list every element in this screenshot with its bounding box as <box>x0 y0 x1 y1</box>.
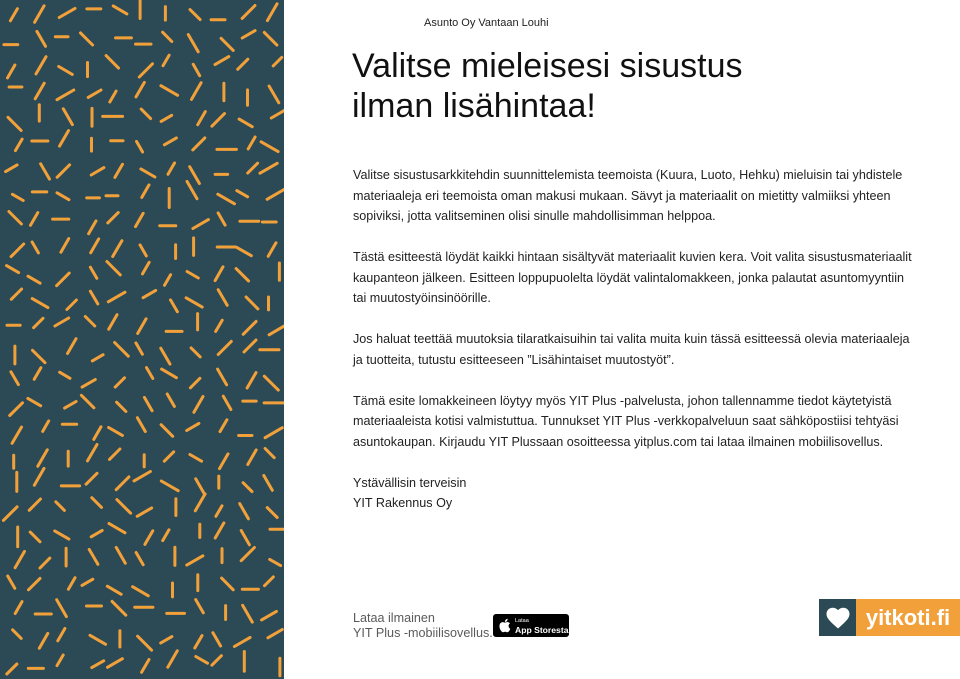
pattern-dash <box>270 559 281 565</box>
pattern-dash <box>164 452 173 461</box>
greeting: Ystävällisin terveisin <box>353 475 467 490</box>
pattern-dash <box>136 82 144 97</box>
pattern-dash <box>234 637 250 646</box>
signature: YIT Rakennus Oy <box>353 496 453 510</box>
pattern-dash <box>68 578 75 590</box>
pattern-dash <box>92 355 103 361</box>
pattern-dash <box>7 664 17 674</box>
pattern-dash <box>163 530 169 541</box>
pattern-dash <box>68 339 77 354</box>
pattern-dash <box>244 340 256 352</box>
pattern-dash <box>11 244 24 257</box>
pattern-dash <box>218 341 231 354</box>
pattern-dash <box>134 472 150 481</box>
pattern-dash <box>115 164 123 177</box>
pattern-dash <box>141 109 150 119</box>
paragraph-intro: Valitse sisustusarkkitehdin suunnittelemista teemoista (Kuura, Luoto, Hehku) mieluisin tai yhdistele materiaaleja eri teemoista oman makusi mukaan. Sävyt ja materiaalit on mietitty valmiiksi yhteen sopiviksi, jotta valitseminen olisi sinulle mahdollisimman helppoa. <box>353 168 903 223</box>
pattern-dash <box>138 319 146 334</box>
pattern-dash <box>215 523 224 538</box>
pattern-dash <box>147 368 153 379</box>
pattern-dash <box>138 636 152 650</box>
pattern-dash <box>82 380 95 388</box>
pattern-dash <box>237 247 252 255</box>
pattern-dash <box>168 651 178 667</box>
pattern-dash <box>193 138 205 150</box>
logo-wordmark: yitkoti.fi <box>865 604 951 630</box>
pattern-dash <box>41 164 50 179</box>
pattern-dash <box>113 6 127 14</box>
pattern-dash <box>262 611 277 620</box>
pattern-dash <box>91 239 99 253</box>
pattern-dash <box>265 449 274 458</box>
pattern-dash <box>216 506 222 517</box>
pattern-dash <box>35 6 45 23</box>
pattern-dash <box>268 630 282 638</box>
pattern-dash <box>265 577 274 586</box>
pattern-dash <box>28 398 41 405</box>
pattern-dash <box>56 502 65 511</box>
pattern-dash <box>143 262 150 274</box>
pattern-dash <box>12 194 23 200</box>
pattern-dash <box>136 213 144 226</box>
app-promo-text <box>353 611 493 641</box>
pattern-dash <box>143 290 156 297</box>
pattern-dash <box>9 212 22 225</box>
pattern-dash <box>264 476 273 491</box>
pattern-dash <box>243 605 253 622</box>
logo-wordmark-box <box>856 599 960 636</box>
pattern-dash <box>137 141 143 152</box>
pattern-dash <box>55 531 69 539</box>
pattern-dash <box>163 55 169 65</box>
pattern-dash <box>212 114 225 127</box>
pattern-dash <box>139 64 152 77</box>
pattern-dash <box>58 629 65 641</box>
pattern-dash <box>38 450 48 467</box>
pattern-dash <box>88 90 101 97</box>
pattern-dash <box>29 499 40 510</box>
pattern-dash <box>15 139 22 151</box>
pattern-dash <box>195 636 202 648</box>
pattern-dash <box>31 213 38 226</box>
pattern-dash <box>242 31 255 38</box>
pattern-dash <box>60 372 70 378</box>
pattern-dash <box>161 115 172 121</box>
pattern-dash <box>267 508 277 518</box>
pattern-dash <box>265 428 282 438</box>
pattern-dash <box>248 450 256 465</box>
apple-icon <box>498 618 511 633</box>
pattern-dash <box>218 194 235 204</box>
pattern-dash <box>35 83 44 99</box>
pattern-dash <box>11 372 19 385</box>
badge-small-text: Lataa <box>515 617 529 624</box>
paragraph-yit-plus: Tämä esite lomakkeineen löytyy myös YIT Plus -palvelusta, johon tallennamme tiedot käytetyistä materiaaleista kotisi valmistuttua. Tunnukset YIT Plus -verkkopalveluun saat sähköpostiisi tehtyäsi asuntokaupan. Kirjaudu YIT Plussaan osoitteessa yitplus.com tai lataa ilmainen mobiilisovellus. <box>353 393 899 449</box>
app-store-badge-text <box>515 617 568 635</box>
pattern-dash <box>117 500 131 514</box>
pattern-dash <box>116 547 125 563</box>
pattern-dash <box>115 343 129 357</box>
pattern-dash <box>94 427 101 440</box>
pattern-dash <box>81 33 93 45</box>
pattern-dash <box>59 67 73 75</box>
pattern-dash <box>195 494 205 511</box>
pattern-dash <box>91 530 102 536</box>
pattern-dash <box>33 350 46 362</box>
pattern-dash <box>190 455 202 462</box>
pattern-dash <box>92 661 104 668</box>
pattern-dash <box>88 445 98 461</box>
pattern-dash <box>8 117 21 130</box>
pattern-dash <box>213 633 221 646</box>
pattern-dash <box>164 138 176 145</box>
pattern-dash <box>136 343 143 354</box>
pattern-dash <box>242 6 255 19</box>
pattern-dash <box>106 56 118 69</box>
pattern-dash <box>91 168 104 175</box>
pattern-dash <box>239 119 252 127</box>
pattern-dash <box>107 586 121 594</box>
pattern-dash <box>142 660 149 673</box>
pattern-dash <box>190 167 200 184</box>
pattern-dash <box>241 531 249 545</box>
pattern-dash <box>109 428 123 436</box>
pattern-dash <box>3 507 17 521</box>
pattern-dash <box>191 348 200 357</box>
pattern-dash <box>187 272 198 279</box>
pattern-dash <box>216 320 223 331</box>
pattern-dash <box>57 165 70 178</box>
pattern-dash <box>61 239 69 253</box>
pattern-dash <box>90 267 96 278</box>
pattern-dash <box>110 91 116 102</box>
pattern-dash <box>198 112 206 125</box>
pattern-dash <box>193 220 209 229</box>
pattern-dash <box>215 57 229 65</box>
pattern-dash <box>196 657 208 664</box>
pattern-dash <box>40 558 50 568</box>
pattern-dash <box>161 348 170 364</box>
pattern-dash <box>212 656 222 666</box>
pattern-dash <box>36 57 46 74</box>
pattern-dash <box>218 213 225 225</box>
pattern-dash <box>144 397 152 410</box>
pattern-dash <box>220 454 229 469</box>
pattern-dash <box>81 395 94 408</box>
pattern-dash <box>248 137 255 149</box>
pattern-dash <box>92 498 102 508</box>
pattern-dash <box>11 289 21 299</box>
pattern-dash <box>86 473 97 484</box>
pattern-dash <box>8 576 15 588</box>
pattern-dash <box>32 242 38 253</box>
paragraph-changes: Jos haluat teettää muutoksia tilaratkaisuihin tai valita muita kuin tässä esitteessä olevia materiaaleja ja tuotteita, tutustu esitteeseen ”Lisähintaiset muutostyöt”. <box>353 332 910 367</box>
pattern-dash <box>89 221 96 234</box>
pattern-dash <box>12 427 21 443</box>
pattern-dash <box>237 191 248 197</box>
pattern-dash <box>90 291 97 304</box>
pattern-dash <box>109 315 117 330</box>
pattern-dash <box>261 142 278 152</box>
pattern-dash <box>90 635 106 644</box>
pattern-dash <box>247 373 256 388</box>
pattern-dash <box>140 245 146 256</box>
pattern-dash <box>218 369 227 385</box>
pattern-dash <box>187 556 203 565</box>
pattern-dash <box>85 317 95 327</box>
pattern-dash <box>34 318 43 327</box>
pattern-dash <box>57 90 74 100</box>
pattern-dash <box>220 420 227 432</box>
pattern-dash <box>196 479 205 495</box>
pattern-dash <box>113 241 122 257</box>
pattern-dash <box>243 321 256 334</box>
pattern-dash <box>267 4 277 21</box>
pattern-dash <box>57 600 67 617</box>
pattern-dash <box>34 368 41 380</box>
pattern-dash <box>112 601 126 615</box>
pattern-dash <box>10 9 17 21</box>
pattern-dash <box>57 655 63 666</box>
pattern-dash <box>273 57 282 66</box>
pattern-dash <box>187 181 197 198</box>
pattern-dash <box>215 267 223 281</box>
pattern-dash <box>8 65 15 78</box>
pattern-dash <box>109 524 125 533</box>
pattern-dash <box>267 190 284 200</box>
pattern-dash <box>137 418 145 432</box>
pattern-dash <box>133 587 149 596</box>
dash-pattern <box>0 0 284 679</box>
pattern-dash <box>167 394 174 406</box>
pattern-dash <box>65 402 77 409</box>
pattern-dash <box>43 421 49 432</box>
page-title <box>352 46 912 126</box>
pattern-dash <box>186 298 202 307</box>
pattern-dash <box>162 369 177 378</box>
pattern-dash <box>7 266 19 273</box>
signoff <box>353 473 913 514</box>
pattern-dash <box>194 397 203 413</box>
pattern-dash <box>37 31 46 46</box>
pattern-dash <box>6 165 18 172</box>
pattern-dash <box>145 531 153 545</box>
pattern-dash <box>260 163 277 173</box>
pattern-dash <box>268 243 276 256</box>
pattern-dash <box>161 425 173 437</box>
pattern-dash <box>39 633 48 648</box>
pattern-dash <box>196 600 204 613</box>
pattern-dash <box>246 297 258 309</box>
pattern-dash <box>32 299 48 308</box>
pattern-dash <box>271 110 284 118</box>
pattern-dash <box>60 131 69 147</box>
pattern-dash <box>108 659 123 668</box>
promo-line-2: YIT Plus -mobiilisovellus. <box>353 626 493 640</box>
pattern-dash <box>165 275 171 286</box>
pattern-dash <box>190 378 200 388</box>
pattern-dash <box>221 38 233 50</box>
app-store-badge[interactable] <box>493 614 569 637</box>
badge-big-text: App Storesta <box>515 624 569 635</box>
pattern-dash <box>168 163 175 174</box>
pattern-dash <box>30 532 40 542</box>
pattern-dash <box>190 10 200 20</box>
paragraph-materials: Tästä esitteestä löydät kaikki hintaan sisältyvät materiaalit kuvien kera. Voit valita sisustusmateriaalit kaupanteon jälkeen. Esitteen loppupuolelta löydät valintalomakkeen, jonka palautat asuntomyyntiin tai muutostyöinsinöörille. <box>353 250 912 305</box>
heart-box <box>819 599 856 636</box>
pattern-dash <box>192 83 202 100</box>
pattern-dash <box>161 481 178 491</box>
decorative-pattern-panel <box>0 0 284 679</box>
pattern-dash <box>238 59 248 69</box>
pattern-dash <box>136 553 143 565</box>
pattern-dash <box>116 477 129 490</box>
title-line-1: Valitse mieleisesi sisustus <box>352 47 743 85</box>
pattern-dash <box>142 185 149 198</box>
pattern-dash <box>171 300 178 312</box>
pattern-dash <box>10 403 23 416</box>
pattern-dash <box>161 637 172 643</box>
pattern-dash <box>264 376 278 390</box>
pattern-dash <box>117 402 126 411</box>
pattern-dash <box>141 169 155 177</box>
pattern-dash <box>110 449 120 459</box>
pattern-dash <box>161 86 178 96</box>
pattern-dash <box>108 292 125 302</box>
pattern-dash <box>193 64 200 75</box>
title-line-2: ilman lisähintaa! <box>352 87 596 125</box>
pattern-dash <box>269 326 284 335</box>
pattern-dash <box>63 109 72 125</box>
pattern-dash <box>248 163 258 173</box>
pattern-dash <box>163 32 172 41</box>
company-name: Asunto Oy Vantaan Louhi <box>424 17 549 29</box>
pattern-dash <box>241 548 254 561</box>
pattern-dash <box>188 35 198 52</box>
yitkoti-logo[interactable] <box>819 599 960 636</box>
pattern-dash <box>108 213 118 223</box>
pattern-dash <box>223 396 231 409</box>
pattern-dash <box>28 276 40 283</box>
pattern-dash <box>57 273 70 286</box>
pattern-dash <box>67 300 77 310</box>
pattern-dash <box>222 578 234 590</box>
pattern-dash <box>115 378 124 387</box>
promo-line-1: Lataa ilmainen <box>353 611 435 625</box>
pattern-dash <box>107 262 120 275</box>
pattern-dash <box>269 86 279 103</box>
pattern-dash <box>243 483 252 492</box>
pattern-dash <box>82 579 93 585</box>
pattern-dash <box>240 504 249 519</box>
pattern-dash <box>187 423 199 430</box>
pattern-dash <box>57 193 69 200</box>
pattern-dash <box>59 8 75 17</box>
heart-icon <box>826 607 850 629</box>
pattern-dash <box>55 318 69 326</box>
pattern-dash <box>137 508 152 516</box>
pattern-dash <box>89 549 98 564</box>
pattern-dash <box>29 578 41 589</box>
pattern-dash <box>264 32 277 45</box>
pattern-dash <box>15 602 22 614</box>
pattern-dash <box>34 468 44 485</box>
body-text <box>353 165 913 514</box>
pattern-dash <box>13 630 22 639</box>
pattern-dash <box>236 269 249 281</box>
pattern-dash <box>218 290 227 306</box>
pattern-dash <box>15 551 24 567</box>
